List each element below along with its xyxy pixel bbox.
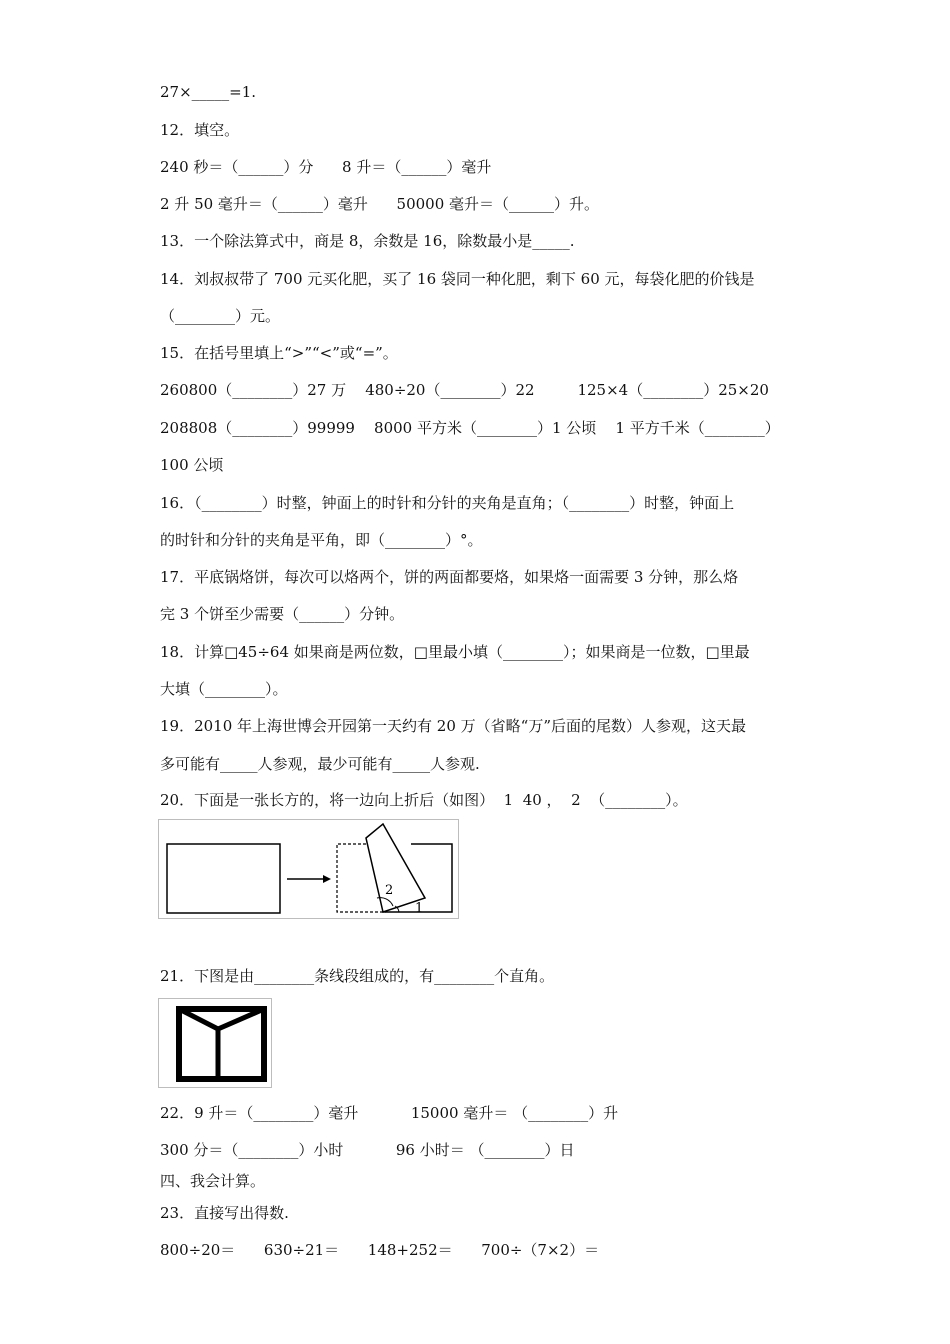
line-8: 15．在括号里填上“>”“<”或“=”。: [160, 344, 398, 362]
line-10: 208808（________）99999 8000 平方米（________）1 公顷 1 平方千米（________）: [160, 419, 780, 437]
line-24: 四、我会计算。: [160, 1172, 266, 1190]
line-15: 完 3 个饼至少需要（______）分钟。: [160, 605, 405, 623]
line-16: 18．计算□45÷64 如果商是两位数，□里最小填（________）；如果商是一位数，□里最: [160, 643, 750, 661]
line-1: 27×_____=1.: [160, 83, 257, 101]
line-4: 2 升 50 毫升＝（______）毫升 50000 毫升＝（______）升。: [160, 195, 600, 213]
line-26: 800÷20＝ 630÷21＝ 148+252＝ 700÷（7×2）＝: [160, 1241, 600, 1259]
line-2: 12．填空。: [160, 121, 240, 139]
line-7: （________）元。: [160, 307, 281, 325]
line-3: 240 秒＝（______）分 8 升＝（______）毫升: [160, 158, 492, 176]
line-20: 20．下面是一张长方的，将一边向上折后（如图） 1 40 ， 2 （________）。: [160, 791, 688, 809]
line-23: 300 分＝（________）小时 96 小时＝ （________）日: [160, 1141, 575, 1159]
line-17: 大填（________）。: [160, 680, 288, 698]
line-6: 14．刘叔叔带了 700 元买化肥，买了 16 袋同一种化肥，剩下 60 元，每袋化肥的价钱是: [160, 270, 755, 288]
line-25: 23．直接写出得数.: [160, 1204, 289, 1222]
fig1-angle-1: 1: [415, 901, 424, 916]
line-18: 19．2010 年上海世博会开园第一天约有 20 万（省略“万”后面的尾数）人参观，这天最: [160, 717, 746, 735]
figure-line-segments: [158, 998, 272, 1088]
line-14: 17．平底锅烙饼，每次可以烙两个，饼的两面都要烙，如果烙一面需要 3 分钟，那么烙: [160, 568, 739, 586]
line-9: 260800（________）27 万 480÷20（________）22 125×4（________）25×20: [160, 381, 769, 399]
line-13: 的时针和分针的夹角是平角，即（________）°。: [160, 531, 483, 549]
line-5: 13．一个除法算式中，商是 8，余数是 16，除数最小是_____.: [160, 232, 575, 250]
line-12: 16．（________）时整，钟面上的时针和分针的夹角是直角；（________）时整，钟面上: [160, 494, 735, 512]
line-19: 多可能有_____人参观，最少可能有_____人参观.: [160, 755, 480, 773]
line-21: 21．下图是由________条线段组成的，有________个直角。: [160, 967, 555, 985]
line-22: 22．9 升＝（________）毫升 15000 毫升＝ （________）升: [160, 1104, 619, 1122]
fig1-angle-2: 2: [385, 883, 394, 898]
figure-folded-rectangle: [158, 819, 459, 919]
line-11: 100 公顷: [160, 456, 224, 474]
